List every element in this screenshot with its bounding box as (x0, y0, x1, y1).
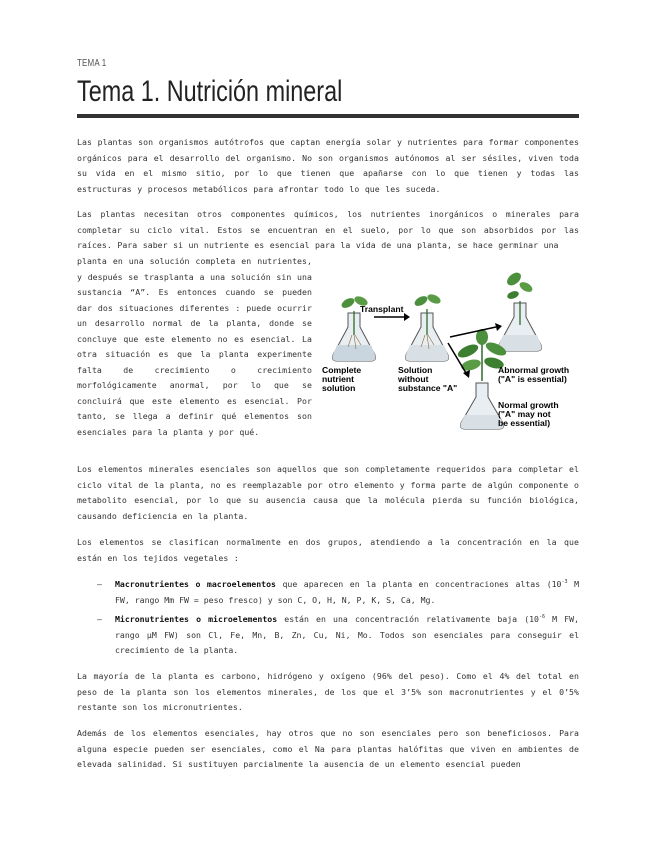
label-normal-2: ("A" may not (498, 409, 551, 419)
label-normal-1: Normal growth (498, 400, 559, 410)
paragraph-composition: La mayoría de la planta es carbono, hidrógeno y oxígeno (96% del peso). Como el 4% del total en peso de la planta son los elementos minerales, de los que el 3’5% son macronutrientes y el 0’5% restante son los micronutrientes. (77, 671, 579, 712)
flask-without-a-icon (406, 292, 449, 361)
label-abnormal-1: Abnormal growth (498, 365, 570, 375)
paragraph-beneficial-elements: Además de los elementos esenciales, hay otros que no son esenciales pero son beneficiosos. Para alguna especie pueden ser esenciales, como el Na para plantas halófitas que viven en ambientes de elevada salinidad. Si sustituyen parcialmente la ausencia de un elemento esencial pueden (77, 728, 579, 769)
paragraph-nutrients-intro: Las plantas necesitan otros componentes químicos, los nutrientes inorgánicos o minerales para completar su ciclo vital. Estos se encuentran en el suelo, por lo que son absorbidos por las raíces. Para saber si un nutriente es esencial para la vida de una planta, se hace germinar una (77, 209, 579, 250)
term-micronutrients: Micronutrientes o microelementos (115, 614, 278, 624)
term-macronutrients: Macronutrientes o macroelementos (115, 579, 276, 589)
paragraph-autotrophs: Las plantas son organismos autótrofos que captan energía solar y nutrientes para formar componentes orgánicos para el desarrollo del organismo. No son organismos autónomos al ser sésiles, viven toda su vida en el mismo sitio, por lo que tienen que apañarse con lo que tienen y todas las estructuras y procesos metabólicos para afrontar todo lo que les suceda. (77, 137, 579, 194)
transplant-experiment-figure (318, 265, 580, 435)
paragraph-essential-elements: Los elementos minerales esenciales son aquellos que son completamente requeridos para completar el ciclo vital de la planta, no es reemplazable por otro elemento y forma parte de algún componente o metabolito esencial, por lo que su ausencia causa que la molécula pierda su función biológica, causando deficiencia en la planta. (77, 464, 579, 521)
paragraph-experiment: planta en una solución completa en nutrientes, y después se trasplanta a una solución sin una sustancia “A”. Es entonces cuando se pueden dar dos situaciones diferentes : puede ocurrir un desarrollo normal de la planta, donde se concluye que este elemento no es esencial. La otra situación es que la planta experimente falta de crecimiento o crecimiento morfológicamente anormal, por lo que se concluirá que este elemento es esencial. Por tanto, se llega a definir qué elementos son esenciales para la planta y por qué. (77, 256, 312, 437)
flask-abnormal-icon (499, 270, 542, 351)
paragraph-classification: Los elementos se clasifican normalmente en dos grupos, atendiendo a la concentración en la que están en los tejidos vegetales : (77, 537, 579, 563)
label-normal-3: be essential) (498, 418, 551, 428)
label-solution-2: without (398, 374, 429, 384)
label-complete-2: nutrient (322, 374, 354, 384)
bullet-dash: – (97, 614, 102, 624)
page-title: Tema 1. Nutrición mineral (77, 75, 343, 108)
label-solution-3: substance "A" (398, 383, 458, 393)
label-complete-1: Complete (322, 365, 362, 375)
list-item-macronutrients: – Macronutrientes o macroelementos que aparecen en la planta en concentraciones altas ($10^{-3}$ M FW, rango Mm FW = peso fresco) y son C, O, H, N, P, K, S, Ca, Mg. (97, 579, 579, 605)
title-divider (77, 114, 579, 118)
label-transplant: Transplant (360, 304, 404, 314)
list-item-micronutrients: – Micronutrientes o microelementos están en una concentración relativamente baja ($10^{-6}$ M FW, rango µM FW) son Cl, Fe, Mn, B, Zn, Cu, Ni, Mo. Todos son esenciales para conseguir el crecimiento de la planta. (97, 614, 580, 655)
section-kicker: TEMA 1 (77, 58, 107, 69)
label-complete-3: solution (322, 383, 356, 393)
label-solution-1: Solution (398, 365, 433, 375)
bullet-dash: – (97, 579, 102, 589)
nutrient-groups-list (77, 577, 579, 663)
label-abnormal-2: ("A" is essential) (498, 374, 567, 384)
